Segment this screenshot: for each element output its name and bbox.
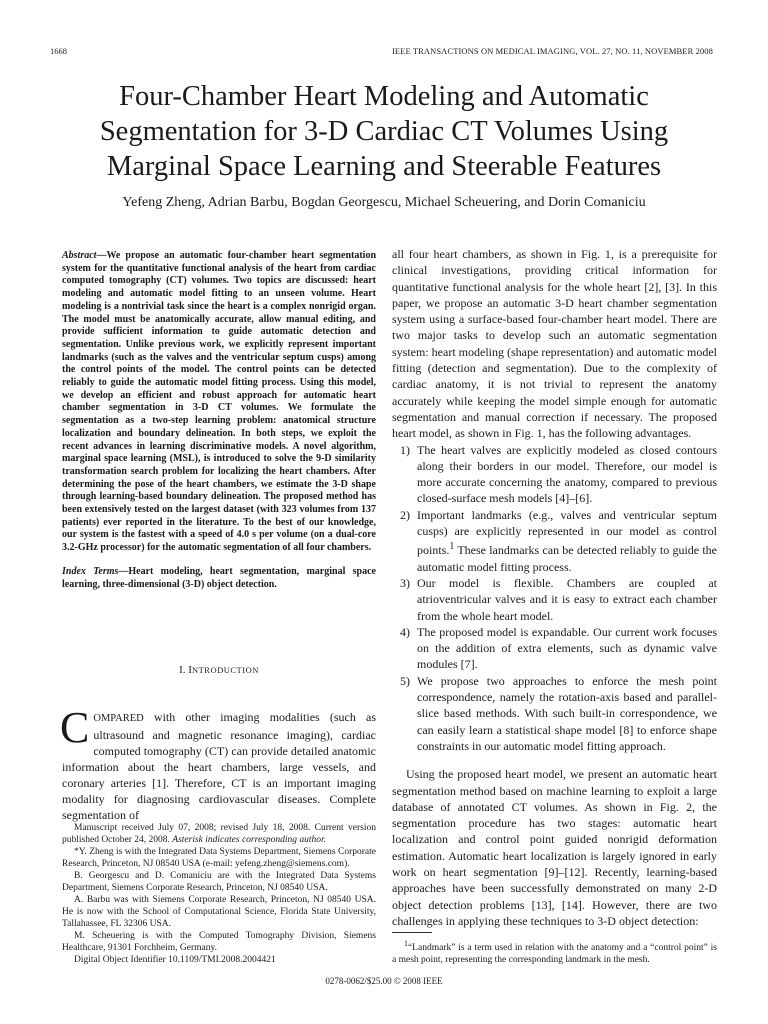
footnote-asterisk: Asterisk indicates corresponding author.: [172, 835, 327, 845]
footnote-text: “Landmark” is a term used in relation with the anatomy and a “control point” is a mesh point, representing the corresponding landmark in the mesh.: [392, 943, 717, 966]
footnote-author: B. Georgescu and D. Comaniciu are with the Integrated Data Systems Department, Siemens Corporate Research, Princeton, NJ 08540 USA.: [62, 871, 376, 893]
footnote-received: [62, 822, 376, 846]
footnote-rule: [392, 932, 432, 933]
list-number: 4): [400, 624, 410, 639]
advantages-list: [392, 442, 717, 755]
index-terms-text: —Heart modeling, heart segmentation, marginal space learning, three-dimensional (3-D) object detection.: [62, 565, 376, 590]
footnote-doi: Digital Object Identifier 10.1109/TMI.2008.2004421: [74, 955, 276, 965]
paper-title: [40, 79, 728, 184]
list-item: [392, 507, 717, 575]
journal-name: IEEE TRANSACTIONS ON MEDICAL IMAGING, VOL. 27, NO. 11, NOVEMBER 2008: [391, 46, 713, 56]
body-paragraph: Using the proposed heart model, we present an automatic heart segmentation method based on machine learning to exploit a large database of annotated CT volumes. As shown in Fig. 2, the segmentation procedure has two stages: automatic heart localization and control point guided nonrigid deformation estimation. Automatic heart localization is largely ignored in early work on heart segmentation [9]–[12]. Recently, learning-based approaches have been successfully demonstrated on many 2-D object detection problems [13], [14]. However, there are two challenges in applying these techniques to 3-D object detection:: [392, 767, 717, 928]
list-text: Important landmarks (e.g., valves and ventricular septum cusps) are explicitly represented in our model as control points.: [417, 507, 717, 558]
section-number: I.: [179, 664, 189, 676]
list-number: 2): [400, 507, 410, 522]
list-number: 3): [400, 575, 410, 590]
title-line: Segmentation for 3-D Cardiac CT Volumes Using: [99, 116, 669, 147]
section-heading-introduction: [62, 664, 376, 676]
footnote-author: M. Scheuering is with the Computed Tomography Division, Siemens Healthcare, 91301 Forchheim, Germany.: [62, 931, 376, 953]
drop-cap: C: [60, 703, 90, 752]
list-text: We propose two approaches to enforce the mesh point correspondence, namely the rotation-axis based and parallel-slice based methods. With such built-in correspondence, we can easily learn a statistical shape model [8] to enforce shape constraints in our automatic model fitting approach.: [417, 673, 717, 753]
list-item: [392, 575, 717, 624]
list-item: [392, 673, 717, 754]
footnotes: [62, 822, 376, 966]
section-rest: NTRODUCTION: [191, 665, 259, 675]
index-terms: [62, 566, 376, 591]
section-first-letter: I: [188, 664, 192, 676]
list-text: The proposed model is expandable. Our current work focuses on the addition of extra elements, such as dynamic valve modules [7].: [417, 624, 717, 672]
footnote-text: Manuscript received July 07, 2008; revised July 18, 2008. Current version published October 24, 2008.: [62, 823, 376, 845]
list-number: 5): [400, 673, 410, 688]
list-text: These landmarks can be detected reliably to guide the automatic model fitting process.: [417, 543, 717, 574]
footnote-landmark: [392, 938, 717, 966]
intro-paragraph: [60, 703, 376, 823]
left-column: [62, 250, 376, 591]
body-paragraph: all four heart chambers, as shown in Fig. 1, is a prerequisite for clinical investigations, providing critical information for quantitative functional analysis for the whole heart [2], [3]. In this paper, we propose an automatic 3-D heart chamber segmentation system using a surface-based four-chamber heart model. There are two major tasks to develop such an automatic segmentation system: heart modeling (shape representation) and automatic model fitting (detection and segmentation). Due to the complexity of cardiac anatomy, it is not trivial to represent the anatomy accurately while keeping the model simple enough for automatic segmentation and manual correction if necessary. The proposed heart model, as shown in Fig. 1, has the following advantages.: [392, 247, 717, 441]
index-terms-label: Index Terms: [62, 565, 119, 577]
abstract: [62, 250, 376, 555]
footnote-author: *Y. Zheng is with the Integrated Data Systems Department, Siemens Corporate Research, Princeton, NJ 08540 USA (e-mail: yefeng.zheng@siemens.com).: [62, 847, 376, 869]
footnote-marker: 1: [449, 541, 455, 553]
copyright-notice: 0278-0062/$25.00 © 2008 IEEE: [325, 976, 443, 986]
list-text: The heart valves are explicitly modeled as closed contours along their borders in our model. Therefore, our model is more accurate concerning the anatomy, compared to previous closed-surface mesh models [4]–[6].: [417, 442, 717, 506]
author-list: Yefeng Zheng, Adrian Barbu, Bogdan Georgescu, Michael Scheuering, and Dorin Comaniciu: [122, 195, 646, 210]
title-line: Marginal Space Learning and Steerable Features: [106, 151, 662, 182]
abstract-text: —We propose an automatic four-chamber heart segmentation system for the quantitative functional analysis of the heart from cardiac computed tomography (CT) volumes. Two topics are discussed: heart modeling and automatic model fitting to an unseen volume. Heart modeling is a nontrivial task since the heart is a complex nonrigid organ. The model must be anatomically accurate, allow manual editing, and provide sufficient information to guide automatic detection and segmentation. Unlike previous work, we explicitly represent important landmarks (such as the valves and the ventricular septum cusps) among the control points of the model. The control points can be detected reliably to guide the automatic model fitting process. Using this model, we develop an efficient and robust approach for automatic heart chamber segmentation in 3-D CT volumes. We formulate the segmentation as a two-step learning problem: anatomical structure localization and boundary delineation. In both steps, we exploit the recent advances in learning discriminative models. A novel algorithm, marginal space learning (MSL), is introduced to solve the 9-D similarity transformation search problem for localizing the heart chambers. After determining the pose of the heart chambers, we estimate the 3-D shape through learning-based boundary delineation. The proposed method has been extensively tested on the largest dataset (with 323 volumes from 137 patients) ever reported in the literature. To the best of our knowledge, our system is the fastest with a speed of 4.0 s per volume (on a dual-core 3.2-GHz processor) for the automatic segmentation of all four chambers.: [62, 250, 376, 554]
intro-first-word: OMPARED: [93, 713, 144, 724]
right-column: [392, 246, 717, 929]
list-item: [392, 624, 717, 673]
footnote-number: 1: [404, 939, 408, 948]
abstract-label: Abstract: [62, 250, 97, 261]
page-number: 1668: [50, 46, 67, 56]
list-number: 1): [400, 442, 410, 457]
running-header: [0, 46, 768, 60]
footnote-author: A. Barbu was with Siemens Corporate Research, Princeton, NJ 08540 USA. He is now with the School of Computational Science, Florida State University, Tallahassee, FL 32306 USA.: [62, 895, 376, 929]
list-item: [392, 442, 717, 507]
intro-text: with other imaging modalities (such as ultrasound and magnetic resonance imaging), cardiac computed tomography (CT) can provide detailed anatomic information about the heart chambers, large vessels, and coronary arteries [1]. Therefore, CT is an important imaging modality for diagnosing cardiovascular diseases. Complete segmentation of: [62, 710, 376, 822]
title-line: Four-Chamber Heart Modeling and Automatic: [119, 81, 649, 112]
list-text: Our model is flexible. Chambers are coupled at atrioventricular valves and it is easy to extract each chamber from the whole heart model.: [417, 575, 717, 623]
